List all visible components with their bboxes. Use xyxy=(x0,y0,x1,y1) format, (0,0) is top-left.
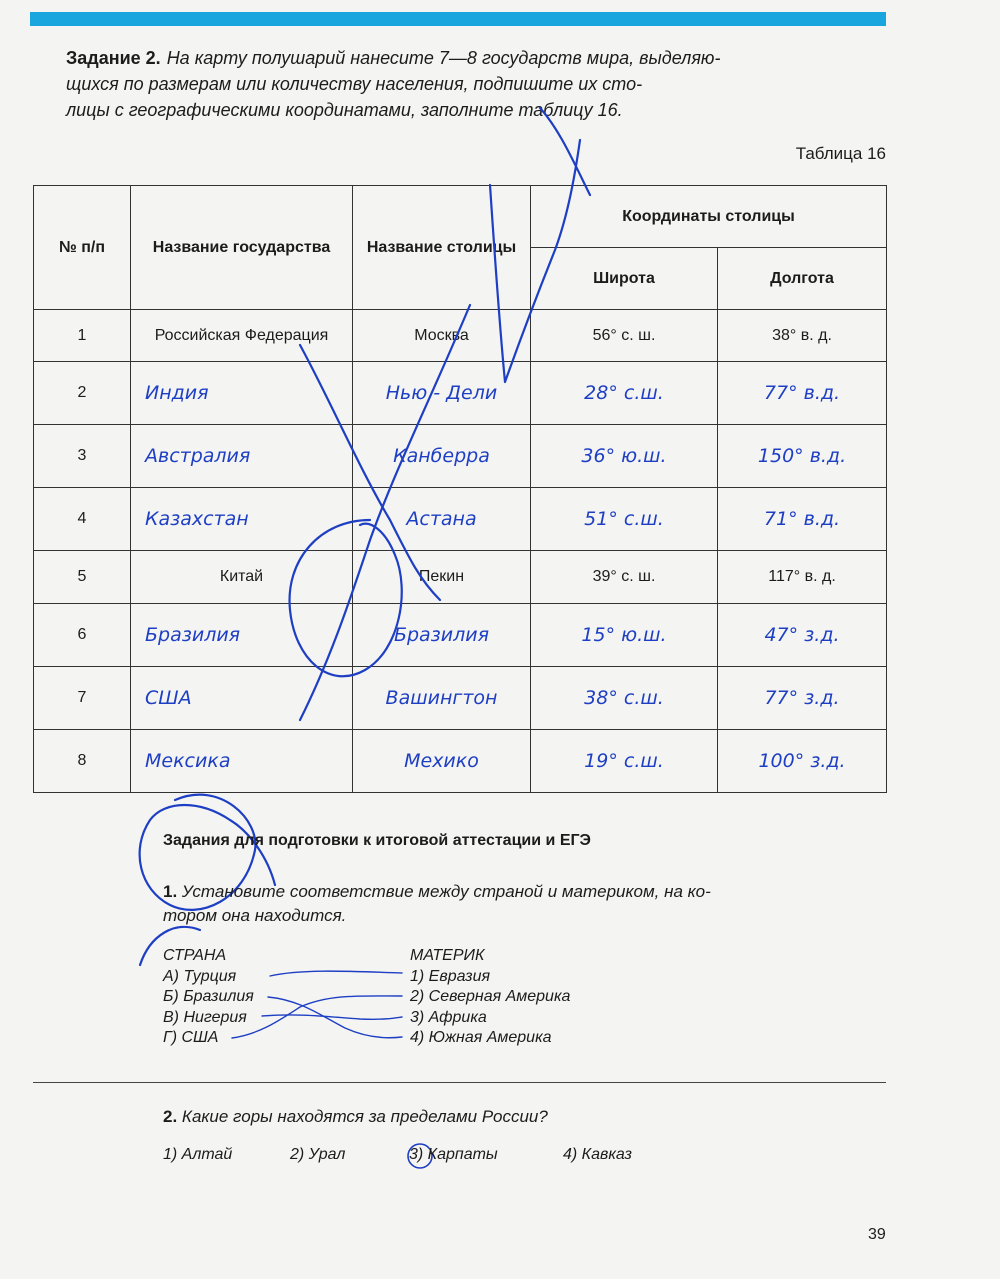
header-color-bar xyxy=(30,12,886,26)
longitude: 150° в.д. xyxy=(718,425,887,488)
longitude: 117° в. д. xyxy=(718,551,887,603)
task-2-heading xyxy=(66,45,866,123)
country-name: Бразилия xyxy=(131,603,353,666)
row-number: 3 xyxy=(34,425,131,488)
list-item: 1) Евразия xyxy=(410,967,491,985)
header-capital: Название столицы xyxy=(353,186,531,310)
capital-name: Нью - Дели xyxy=(353,362,531,425)
row-number: 5 xyxy=(34,551,131,603)
list-item: Б) Бразилия xyxy=(163,988,254,1005)
country-name: Мексика xyxy=(131,729,353,792)
header-num: № п/п xyxy=(34,186,131,310)
country-name: США xyxy=(131,666,353,729)
option-3: 3) Карпаты xyxy=(409,1146,498,1163)
question-1-text-cont: тором она находится. xyxy=(163,906,347,925)
row-number: 4 xyxy=(34,488,131,551)
table-row xyxy=(34,603,887,666)
match-line-a-1 xyxy=(270,971,402,976)
table-row xyxy=(34,729,887,792)
table-row xyxy=(34,488,887,551)
row-number: 1 xyxy=(34,310,131,362)
latitude: 51° с.ш. xyxy=(531,488,718,551)
longitude: 77° в.д. xyxy=(718,362,887,425)
list-item: Г) США xyxy=(163,1029,219,1046)
page-number: 39 xyxy=(868,1226,886,1243)
list-item: А) Турция xyxy=(163,967,237,985)
list-item: 3) Африка xyxy=(410,1008,487,1026)
row-number: 8 xyxy=(34,729,131,792)
row-number: 6 xyxy=(34,603,131,666)
continent-column xyxy=(410,946,570,1049)
option-1: 1) Алтай xyxy=(163,1146,233,1163)
capital-name: Вашингтон xyxy=(353,666,531,729)
match-line-b-4 xyxy=(268,997,402,1038)
longitude: 77° з.д. xyxy=(718,666,887,729)
capital-name: Москва xyxy=(353,310,531,362)
countries-table xyxy=(33,185,887,793)
capital-name: Астана xyxy=(353,488,531,551)
question-2 xyxy=(163,1107,548,1127)
capital-name: Бразилия xyxy=(353,603,531,666)
country-column-title: СТРАНА xyxy=(163,947,227,964)
continent-column-title: МАТЕРИК xyxy=(410,947,485,964)
row-number: 7 xyxy=(34,666,131,729)
question-1 xyxy=(163,880,763,928)
section-title: Задания для подготовки к итоговой аттестации и ЕГЭ xyxy=(163,832,591,849)
latitude: 36° ю.ш. xyxy=(531,425,718,488)
question-2-number: 2. xyxy=(163,1107,178,1126)
latitude: 19° с.ш. xyxy=(531,729,718,792)
match-line-v-3 xyxy=(262,1015,402,1019)
country-name: Индия xyxy=(131,362,353,425)
longitude: 47° з.д. xyxy=(718,603,887,666)
header-latitude: Широта xyxy=(531,248,718,310)
task-label: Задание 2. xyxy=(66,48,161,68)
latitude: 15° ю.ш. xyxy=(531,603,718,666)
latitude: 56° с. ш. xyxy=(531,310,718,362)
table-row xyxy=(34,425,887,488)
latitude: 28° с.ш. xyxy=(531,362,718,425)
country-name: Китай xyxy=(131,551,353,603)
question-1-number: 1. xyxy=(163,882,178,901)
country-column xyxy=(163,946,254,1049)
task-text-line-1: На карту полушарий нанесите 7—8 государств мира, выделяю- xyxy=(166,48,721,68)
question-2-text: Какие горы находятся за пределами России? xyxy=(181,1107,548,1126)
longitude: 71° в.д. xyxy=(718,488,887,551)
capital-name: Пекин xyxy=(353,551,531,603)
header-longitude: Долгота xyxy=(718,248,887,310)
match-line-g-2 xyxy=(232,996,402,1038)
table-caption: Таблица 16 xyxy=(795,144,886,163)
table-row xyxy=(34,666,887,729)
list-item: В) Нигерия xyxy=(163,1008,247,1026)
capital-name: Мехико xyxy=(353,729,531,792)
country-name: Российская Федерация xyxy=(131,310,353,362)
option-2: 2) Урал xyxy=(290,1146,346,1163)
country-name: Казахстан xyxy=(131,488,353,551)
latitude: 39° с. ш. xyxy=(531,551,718,603)
header-country: Название государства xyxy=(131,186,353,310)
option-4: 4) Кавказ xyxy=(563,1146,632,1163)
table-row xyxy=(34,551,887,603)
longitude: 100° з.д. xyxy=(718,729,887,792)
question-1-text: Установите соответствие между страной и материком, на ко- xyxy=(181,882,711,901)
table-row xyxy=(34,310,887,362)
divider xyxy=(33,1082,886,1083)
latitude: 38° с.ш. xyxy=(531,666,718,729)
row-number: 2 xyxy=(34,362,131,425)
country-name: Австралия xyxy=(131,425,353,488)
list-item: 2) Северная Америка xyxy=(410,988,571,1005)
list-item: 4) Южная Америка xyxy=(410,1029,552,1046)
task-text-line-3: лицы с географическими координатами, заполните таблицу 16. xyxy=(66,100,623,120)
task-text-line-2: щихся по размерам или количеству населения, подпишите их сто- xyxy=(66,74,643,94)
header-coords: Координаты столицы xyxy=(531,186,887,248)
table-row xyxy=(34,362,887,425)
longitude: 38° в. д. xyxy=(718,310,887,362)
capital-name: Канберра xyxy=(353,425,531,488)
